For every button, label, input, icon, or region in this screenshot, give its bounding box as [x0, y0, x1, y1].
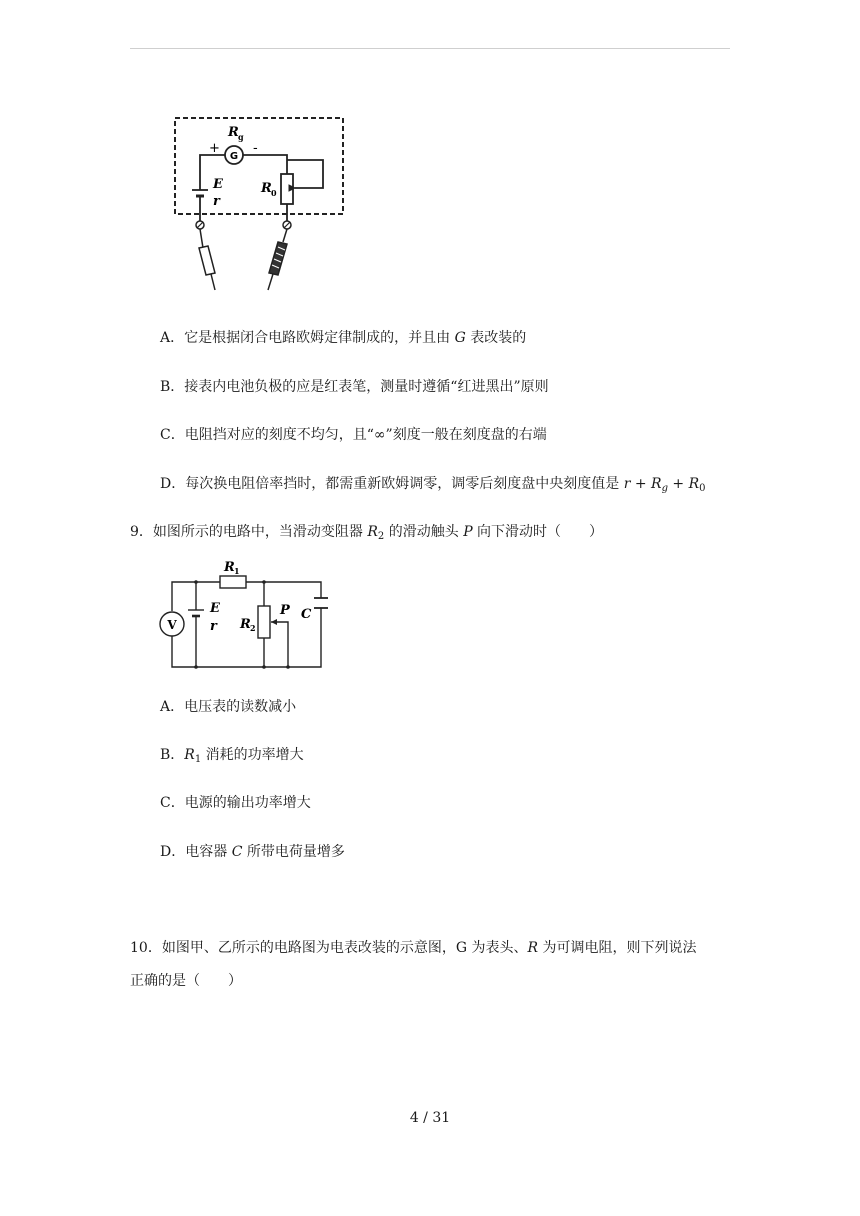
svg-text:g: g	[238, 132, 244, 142]
r1-label: R	[224, 560, 235, 575]
ohmmeter-circuit-figure	[165, 110, 350, 300]
q9-r-label: r	[210, 619, 217, 634]
svg-text:1: 1	[234, 566, 240, 576]
emf-label: E	[213, 177, 223, 192]
r2-label: R	[240, 617, 251, 632]
svg-text:0: 0	[271, 188, 277, 198]
q8-option-d: D．每次换电阻倍率挡时，都需重新欧姆调零，调零后刻度盘中央刻度值是 $r + R_g + R_0$	[160, 476, 706, 494]
q8-option-b: B．接表内电池负极的应是红表笔，测量时遵循“红进黑出”原则	[160, 379, 549, 395]
r0-label: R	[261, 181, 272, 196]
galvanometer-label: G	[229, 151, 239, 162]
voltmeter-label: V	[167, 618, 177, 632]
minus-sign: -	[253, 141, 258, 156]
q10-stem-line2: 正确的是（ ）	[130, 973, 242, 989]
q9-option-b: B．$R_1$ 消耗的功率增大	[160, 747, 304, 765]
q8-option-c: C．电阻挡对应的刻度不均匀，且“∞”刻度一般在刻度盘的右端	[160, 427, 547, 443]
q9-emf-label: E	[210, 601, 220, 616]
q8-option-a: A．它是根据闭合电路欧姆定律制成的，并且由 G 表改装的	[160, 330, 527, 346]
q10-stem-line1: 10．如图甲、乙所示的电路图为电表改装的示意图，G 为表头、R 为可调电阻，则下列说法	[130, 940, 697, 956]
header-rule	[130, 48, 730, 49]
rg-label: R	[228, 125, 239, 140]
plus-sign: +	[209, 141, 220, 156]
q9-circuit-figure	[158, 556, 328, 672]
q9-option-c: C．电源的输出功率增大	[160, 795, 311, 811]
q9-option-d: D．电容器 C 所带电荷量增多	[160, 844, 345, 860]
q9-stem: 9．如图所示的电路中，当滑动变阻器 $R_2$ 的滑动触头 P 向下滑动时（ ）	[130, 524, 604, 542]
svg-text:2: 2	[250, 623, 256, 633]
p-label: P	[280, 603, 290, 618]
page-number: 4 / 31	[409, 1110, 451, 1126]
q9-option-a: A．电压表的读数减小	[160, 699, 297, 715]
c-label: C	[301, 607, 312, 622]
r-label: r	[213, 194, 220, 209]
